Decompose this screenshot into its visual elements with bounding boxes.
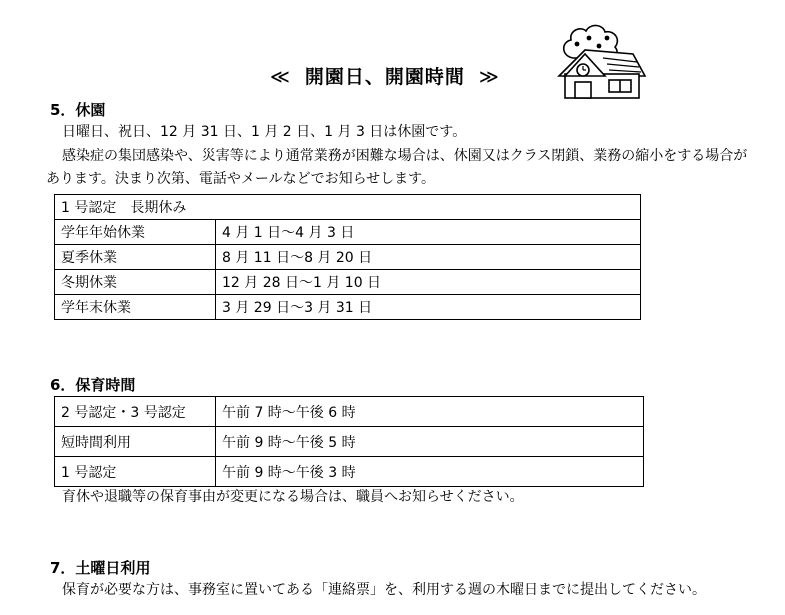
title-close-quote: ≫: [478, 66, 500, 88]
table-row: [55, 270, 641, 295]
title-open-quote: ≪: [270, 66, 291, 88]
row-label: 学年年始休業: [55, 220, 216, 245]
table-row: [55, 245, 641, 270]
row-label: 2 号認定・3 号認定: [55, 397, 216, 427]
row-label: 1 号認定: [55, 457, 216, 487]
row-value: 8 月 11 日〜8 月 20 日: [216, 245, 641, 270]
row-value: 午前 9 時〜午後 5 時: [216, 427, 644, 457]
table-row: [55, 427, 644, 457]
table-row: [55, 220, 641, 245]
table-header-cell: 1 号認定 長期休み: [55, 195, 641, 220]
hours-note-text: 育休や退職等の保育事由が変更になる場合は、職員へお知らせください。: [62, 489, 524, 505]
table-row: [55, 397, 644, 427]
row-label: 夏季休業: [55, 245, 216, 270]
section-heading-saturday: 7．土曜日利用: [50, 559, 151, 577]
section-heading-closure: 5．休園: [50, 101, 106, 119]
title-text: 開園日、開園時間: [304, 66, 465, 88]
closure-notice-text-1: 感染症の集団感染や、災害等により通常業務が困難な場合は、休園又はクラス閉鎖、業務の縮小をする場合が: [62, 148, 748, 164]
row-value: 4 月 1 日〜4 月 3 日: [216, 220, 641, 245]
long-vacation-table: [54, 194, 641, 320]
page-title: [270, 62, 500, 89]
closure-notice-text-2: あります。決まり次第、電話やメールなどでお知らせします。: [46, 171, 436, 187]
row-value: 午前 9 時〜午後 3 時: [216, 457, 644, 487]
table-row: [55, 457, 644, 487]
row-label: 短時間利用: [55, 427, 216, 457]
row-label: 学年末休業: [55, 295, 216, 320]
table-row: [55, 295, 641, 320]
row-value: 12 月 28 日〜1 月 10 日: [216, 270, 641, 295]
house-with-tree-icon: [553, 20, 647, 100]
closure-days-text: 日曜日、祝日、12 月 31 日、1 月 2 日、1 月 3 日は休園です。: [62, 124, 467, 140]
row-value: 午前 7 時〜午後 6 時: [216, 397, 644, 427]
row-label: 冬期休業: [55, 270, 216, 295]
table-header-row: [55, 195, 641, 220]
care-hours-table: [54, 396, 644, 487]
saturday-text: 保育が必要な方は、事務室に置いてある「連絡票」を、利用する週の木曜日までに提出してください。: [62, 582, 706, 598]
section-heading-hours: 6．保育時間: [50, 376, 136, 394]
row-value: 3 月 29 日〜3 月 31 日: [216, 295, 641, 320]
